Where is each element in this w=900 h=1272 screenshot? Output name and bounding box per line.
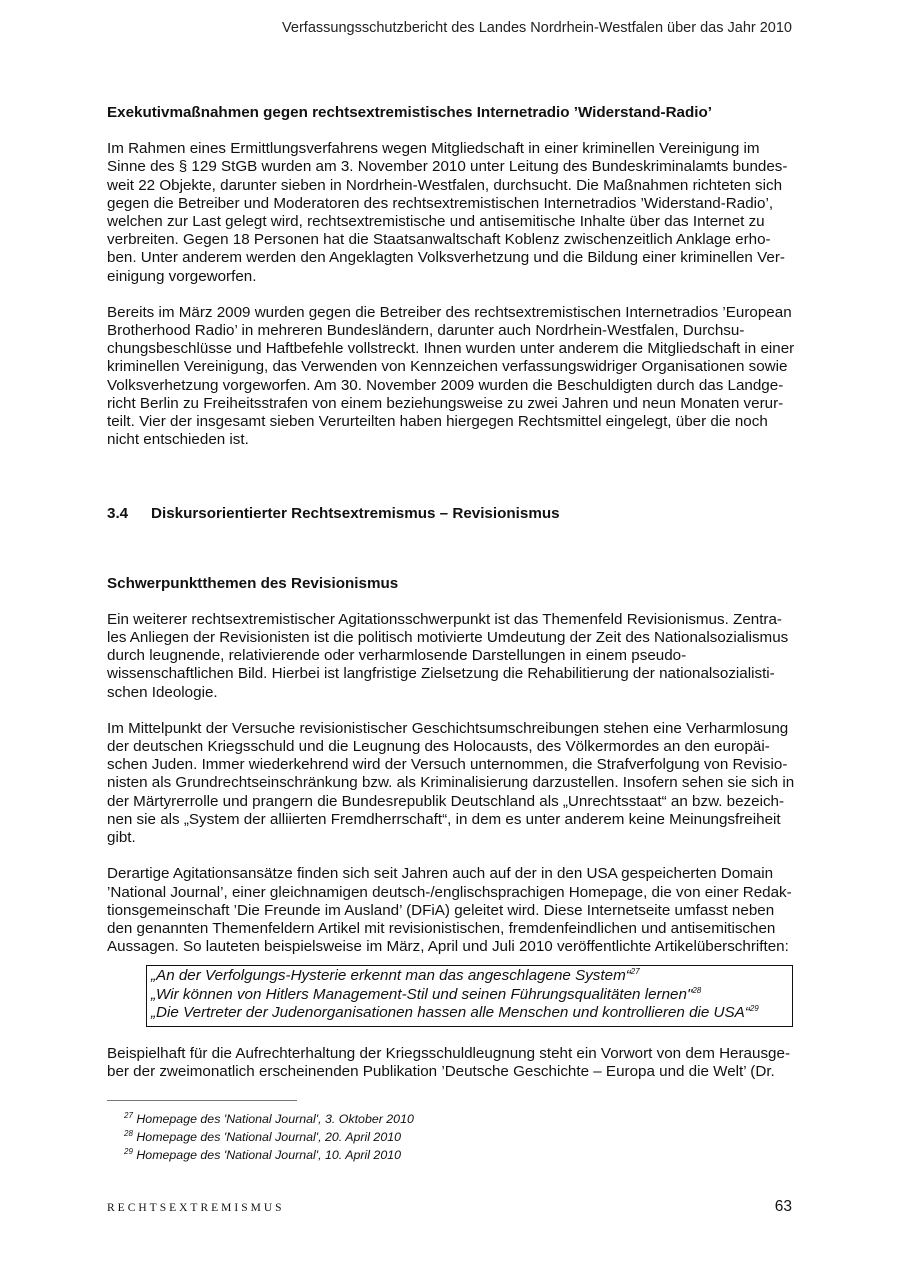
- paragraph-widerstand-radio: [107, 140, 793, 286]
- text-line: nisten als Grundrechtseinschränkung bzw. als Kriminalisierung darzustellen. Insofern sehen sie sich in: [107, 774, 795, 792]
- text-line: der deutschen Kriegsschuld und die Leugnung des Holocausts, des Völkermordes an den europäi-: [107, 738, 770, 756]
- text-line: Im Mittelpunkt der Versuche revisionistischer Geschichtsumschreibungen stehen eine Verharmlosung: [107, 719, 789, 737]
- footnote-text: Homepage des 'National Journal', 10. April 2010: [136, 1148, 401, 1162]
- text-line: ber der zweimonatlich erscheinenden Publikation ’Deutsche Geschichte – Europa und die Welt’ (Dr.: [107, 1062, 775, 1080]
- heading-exekutivmassnahmen: Exekutivmaßnahmen gegen rechtsextremistisches Internetradio ’Widerstand-Radio’: [107, 104, 713, 121]
- text-line: gegen die Betreiber und Moderatoren des rechtsextremistischen Internetradios ’Widerstand-Radio’,: [107, 194, 774, 212]
- quote-line: [151, 1004, 788, 1022]
- text-line: nicht entschieden ist.: [107, 431, 249, 449]
- text-line: Im Rahmen eines Ermittlungsverfahrens wegen Mitgliedschaft in einer kriminellen Vereinigung im: [107, 140, 760, 158]
- text-line: welchen zur Last gelegt wird, rechtsextremistische und antisemitische Inhalte über das Internet zu: [107, 213, 765, 231]
- text-line: wissenschaftlichen Bild. Hierbei ist langfristige Zielsetzung die Rehabilitierung der nationalsozialisti-: [107, 665, 775, 683]
- text-line: Brotherhood Radio’ in mehreren Bundesländern, darunter auch Nordrhein-Westfalen, Durchsu-: [107, 322, 745, 340]
- text-line: Aussagen. So lauteten beispielsweise im März, April und Juli 2010 veröffentlichte Artikelüberschriften:: [107, 938, 789, 956]
- text-line: nen sie als „System der alliierten Fremdherrschaft“, in dem es unter anderem keine Meinungsfreiheit: [107, 810, 781, 828]
- quote-line: [151, 986, 788, 1004]
- text-line: durch leugnende, relativierende oder verharmlosende Darstellungen in einem pseudo-: [107, 647, 687, 665]
- section-number: 3.4: [107, 505, 129, 523]
- footnote-29: [124, 1146, 414, 1164]
- text-line: chungsbeschlüsse und Haftbefehle vollstreckt. Ihnen wurden unter anderem die Mitgliedschaft in einer: [107, 340, 795, 358]
- footnote-text: Homepage des 'National Journal', 20. April 2010: [136, 1130, 401, 1144]
- quote-box: [146, 965, 793, 1026]
- paragraph-national-journal: [107, 865, 793, 956]
- text-line: les Anliegen der Revisionisten ist die politisch motivierte Umdeutung der Zeit des Nationalsozialismus: [107, 629, 789, 647]
- text-line: ben. Unter anderem werden den Angeklagten Volksverhetzung und die Bildung einer kriminellen Ver-: [107, 249, 785, 267]
- text-line: einigung vorgeworfen.: [107, 267, 257, 285]
- quote-line: [151, 967, 788, 985]
- text-line: Derartige Agitationsansätze finden sich seit Jahren auch auf der in den USA gespeicherten Domain: [107, 865, 774, 883]
- text-line: der Märtyrerrolle und prangern die Bundesrepublik Deutschland als „Unrechtsstaat“ an bzw. bezeich-: [107, 792, 785, 810]
- footnote-number: 28: [124, 1128, 133, 1138]
- quote-text: „An der Verfolgungs-Hysterie erkennt man das angeschlagene System“: [151, 967, 631, 985]
- running-header: Verfassungsschutzbericht des Landes Nordrhein-Westfalen über das Jahr 2010: [282, 20, 792, 36]
- text-line: teilt. Vier der insgesamt sieben Verurteilten haben hiergegen Rechtsmittel eingelegt, über die noch: [107, 413, 768, 431]
- footnote-text: Homepage des 'National Journal', 3. Oktober 2010: [136, 1112, 414, 1126]
- paragraph-european-brotherhood-radio: [107, 304, 793, 450]
- footnote-28: [124, 1128, 414, 1146]
- section-heading-3-4: [107, 505, 793, 523]
- text-line: schen Juden. Immer wiederkehrend wird der Versuch unternommen, die Strafverfolgung von Revisio-: [107, 756, 788, 774]
- text-line: Volksverhetzung vorgeworfen. Am 30. November 2009 wurden die Beschuldigten durch das Landge-: [107, 376, 784, 394]
- text-line: schen Ideologie.: [107, 683, 218, 701]
- text-line: Beispielhaft für die Aufrechterhaltung der Kriegsschuldleugnung steht ein Vorwort von dem Herausge-: [107, 1044, 790, 1062]
- footnotes: [124, 1110, 414, 1164]
- heading-schwerpunktthemen: Schwerpunktthemen des Revisionismus: [107, 574, 399, 592]
- footnote-separator: [107, 1100, 297, 1101]
- text-line: richt Berlin zu Freiheitsstrafen von einem beziehungsweise zu zwei Jahren und neun Monaten verur-: [107, 394, 784, 412]
- quote-text: „Wir können von Hitlers Management-Stil und seinen Führungsqualitäten lernen": [151, 985, 693, 1003]
- page-content: [107, 104, 793, 1081]
- footnote-ref: 27: [630, 967, 640, 977]
- footnote-number: 29: [124, 1146, 133, 1156]
- section-title: Diskursorientierter Rechtsextremismus – Revisionismus: [151, 505, 560, 523]
- footnote-27: [124, 1110, 414, 1128]
- quote-text: „Die Vertreter der Judenorganisationen hassen alle Menschen und kontrollieren die USA“: [151, 1004, 750, 1022]
- footnote-ref: 28: [692, 985, 702, 995]
- text-line: gibt.: [107, 829, 136, 847]
- text-line: ’National Journal’, einer gleichnamigen deutsch-/englischsprachigen Homepage, die von einer Redak-: [107, 883, 792, 901]
- text-line: kriminellen Vereinigung, das Verwenden von Kennzeichen verfassungswidriger Organisationen sowie: [107, 358, 788, 376]
- text-line: verbreiten. Gegen 18 Personen hat die Staatsanwaltschaft Koblenz zwischenzeitlich Anklage erho-: [107, 231, 771, 249]
- paragraph-agitationsschwerpunkt: [107, 611, 793, 702]
- text-line: Ein weiterer rechtsextremistischer Agitationsschwerpunkt ist das Themenfeld Revisionismus. Zentra-: [107, 610, 782, 628]
- text-line: weit 22 Objekte, darunter sieben in Nordrhein-Westfalen, durchsucht. Die Maßnahmen richteten sich: [107, 176, 783, 194]
- text-line: Sinne des § 129 StGB wurden am 3. November 2010 unter Leitung des Bundeskriminalamts bundes-: [107, 158, 788, 176]
- paragraph-kriegsschuldleugnung: [107, 1045, 793, 1081]
- page-number: 63: [774, 1198, 792, 1215]
- text-line: Bereits im März 2009 wurden gegen die Betreiber des rechtsextremistischen Internetradios ’European: [107, 303, 792, 321]
- footer-section-label: RECHTSEXTREMISMUS: [107, 1202, 285, 1214]
- footnote-number: 27: [124, 1110, 133, 1120]
- text-line: tionsgemeinschaft ’Die Freunde im Ausland’ (DFiA) geleitet wird. Diese Internetseite umfasst neben: [107, 901, 775, 919]
- text-line: den genannten Themenfeldern Artikel mit revisionistischen, fremdenfeindlichen und antisemitischen: [107, 919, 776, 937]
- footnote-ref: 29: [749, 1004, 759, 1014]
- paragraph-geschichtsumschreibungen: [107, 720, 793, 847]
